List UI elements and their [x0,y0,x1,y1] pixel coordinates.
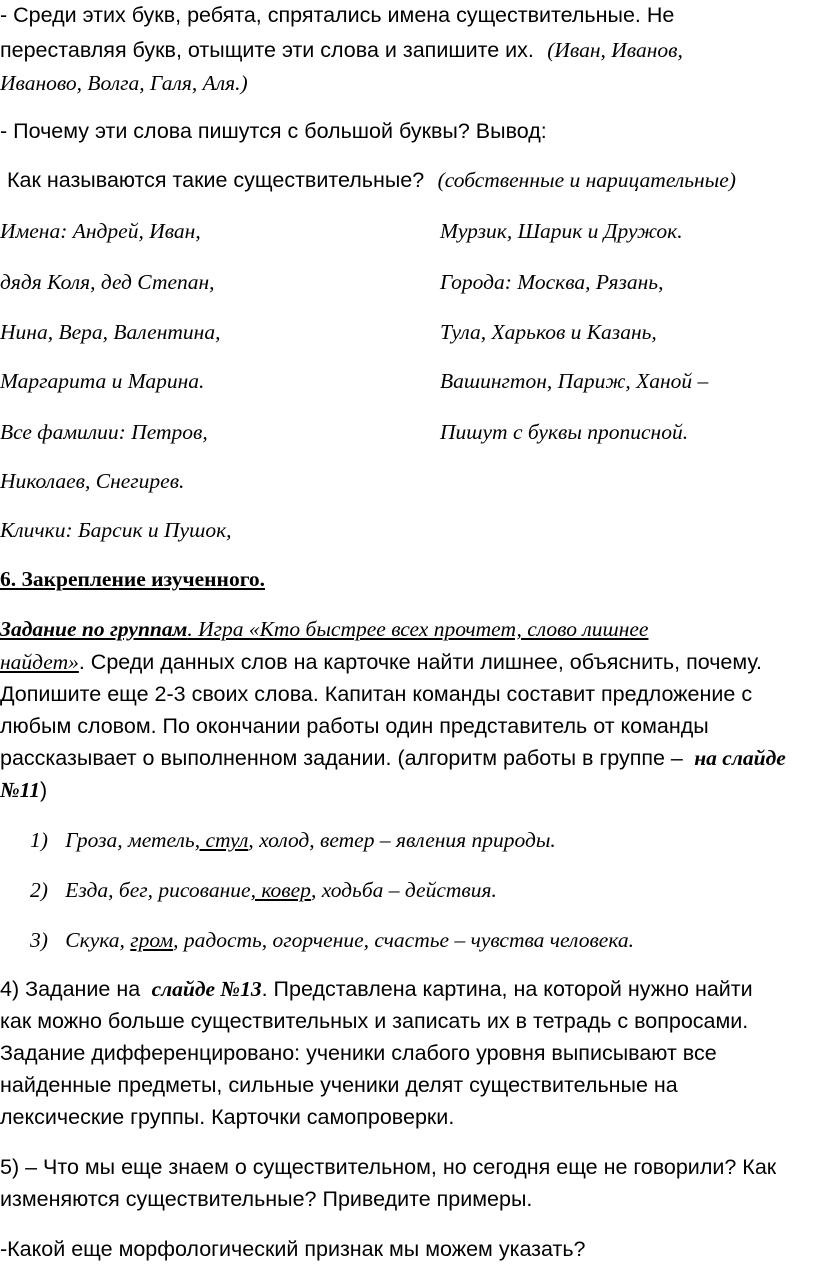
odd-word: , стул [194,828,249,852]
task-line-4: любым словом. По окончании работы один представитель от команды [0,714,709,738]
list-item-number: 3) [30,928,48,952]
poem-right-line: Вашингтон, Париж, Ханой – [440,369,709,393]
poem-right-line: Мурзик, Шарик и Дружок. [440,219,683,243]
list-item-number: 2) [30,878,48,902]
question-line [7,168,736,192]
list-item-text: Гроза, метель [65,828,195,852]
poem-left-line: Клички: Барсик и Пушок, [0,518,232,542]
why-question: - Почему эти слова пишутся с большой буквы? Вывод: [0,119,547,143]
list-item-text: , ходьба – действия. [310,878,497,902]
odd-word: , ковер [250,878,311,902]
poem-left-line: Имена: Андрей, Иван, [0,219,201,243]
list-item-text: Езда, бег, рисование [65,878,251,902]
final-question: -Какой еще морфологический признак мы можем указать? [0,1237,586,1261]
task-line-3: Допишите еще 2-3 своих слова. Капитан команды составит предложение с [0,682,753,706]
list-item-text: Скука, [65,928,125,952]
slide-ref-13: слайде №13 [151,977,262,1001]
task4-line-4: найденные предметы, сильные ученики делят существительные на [0,1073,678,1097]
poem-left-line: Николаев, Снегирев. [0,469,185,493]
task-line-6 [0,778,47,802]
task-line-5-text: рассказывает о выполненном задании. (алгоритм работы в группе – [0,746,683,770]
poem-right-line: Города: Москва, Рязань, [440,270,664,294]
task4-text: 4) Задание на [0,977,141,1001]
task-line-2-text: . Среди данных слов на карточке найти лишнее, объяснить, почему. [78,650,762,674]
poem-left-line: Все фамилии: Петров, [0,420,208,444]
list-item-text: , холод, ветер – явления природы. [248,828,556,852]
game-title-start: . Игра «Кто быстрее всех прочтет, слово лишнее [187,617,649,641]
question-answer: (собственные и нарицательные) [437,168,736,192]
slide-ref-11-end: №11 [0,778,40,802]
poem-left-line: дядя Коля, дед Степан, [0,270,215,294]
task-line-5 [0,746,786,770]
task4-line-3: Задание дифференцировано: ученики слабого уровня выписывают все [0,1041,717,1065]
question-text: Как называются такие существительные? [7,168,425,192]
intro-line-1: - Среди этих букв, ребята, спрятались имена существительные. Не [0,3,675,27]
list-item [30,828,556,852]
intro-answer-end: Иваново, Волга, Галя, Аля.) [0,71,248,95]
intro-answer-start: (Иван, Иванов, [547,38,683,62]
task-line-1 [0,617,648,641]
list-item [30,928,634,952]
poem-right-line: Пишут с буквы прописной. [440,420,689,444]
closing-paren: ) [40,778,48,802]
odd-word: гром [130,928,174,952]
task4-line-2: как можно больше существительных и записать их в тетрадь с вопросами. [0,1009,749,1033]
intro-line-2-text: переставляя букв, отыщите эти слова и запишите их. [0,38,534,62]
task-line-2 [0,650,762,674]
game-title-end: найдет» [0,650,79,674]
task5-line-1: 5) – Что мы еще знаем о существительном, но сегодня еще не говорили? Как [0,1155,777,1179]
poem-right-line: Тула, Харьков и Казань, [440,320,657,344]
intro-line-2 [0,38,683,62]
list-item-number: 1) [30,828,48,852]
task4-text: . Представлена картина, на которой нужно найти [261,977,753,1001]
task-label: Задание по группам [0,617,188,641]
poem-left-line: Маргарита и Марина. [0,369,205,393]
section-heading: 6. Закрепление изученного. [0,567,266,591]
task4-line-5: лексические группы. Карточки самопроверки. [0,1105,455,1129]
task4-line-1 [0,977,753,1001]
list-item [30,878,497,902]
task5-line-2: изменяются существительные? Приведите примеры. [0,1187,533,1211]
poem-left-line: Нина, Вера, Валентина, [0,320,221,344]
list-item-text: , радость, огорчение, счастье – чувства человека. [173,928,634,952]
slide-ref-11-start: на слайде [694,746,786,770]
